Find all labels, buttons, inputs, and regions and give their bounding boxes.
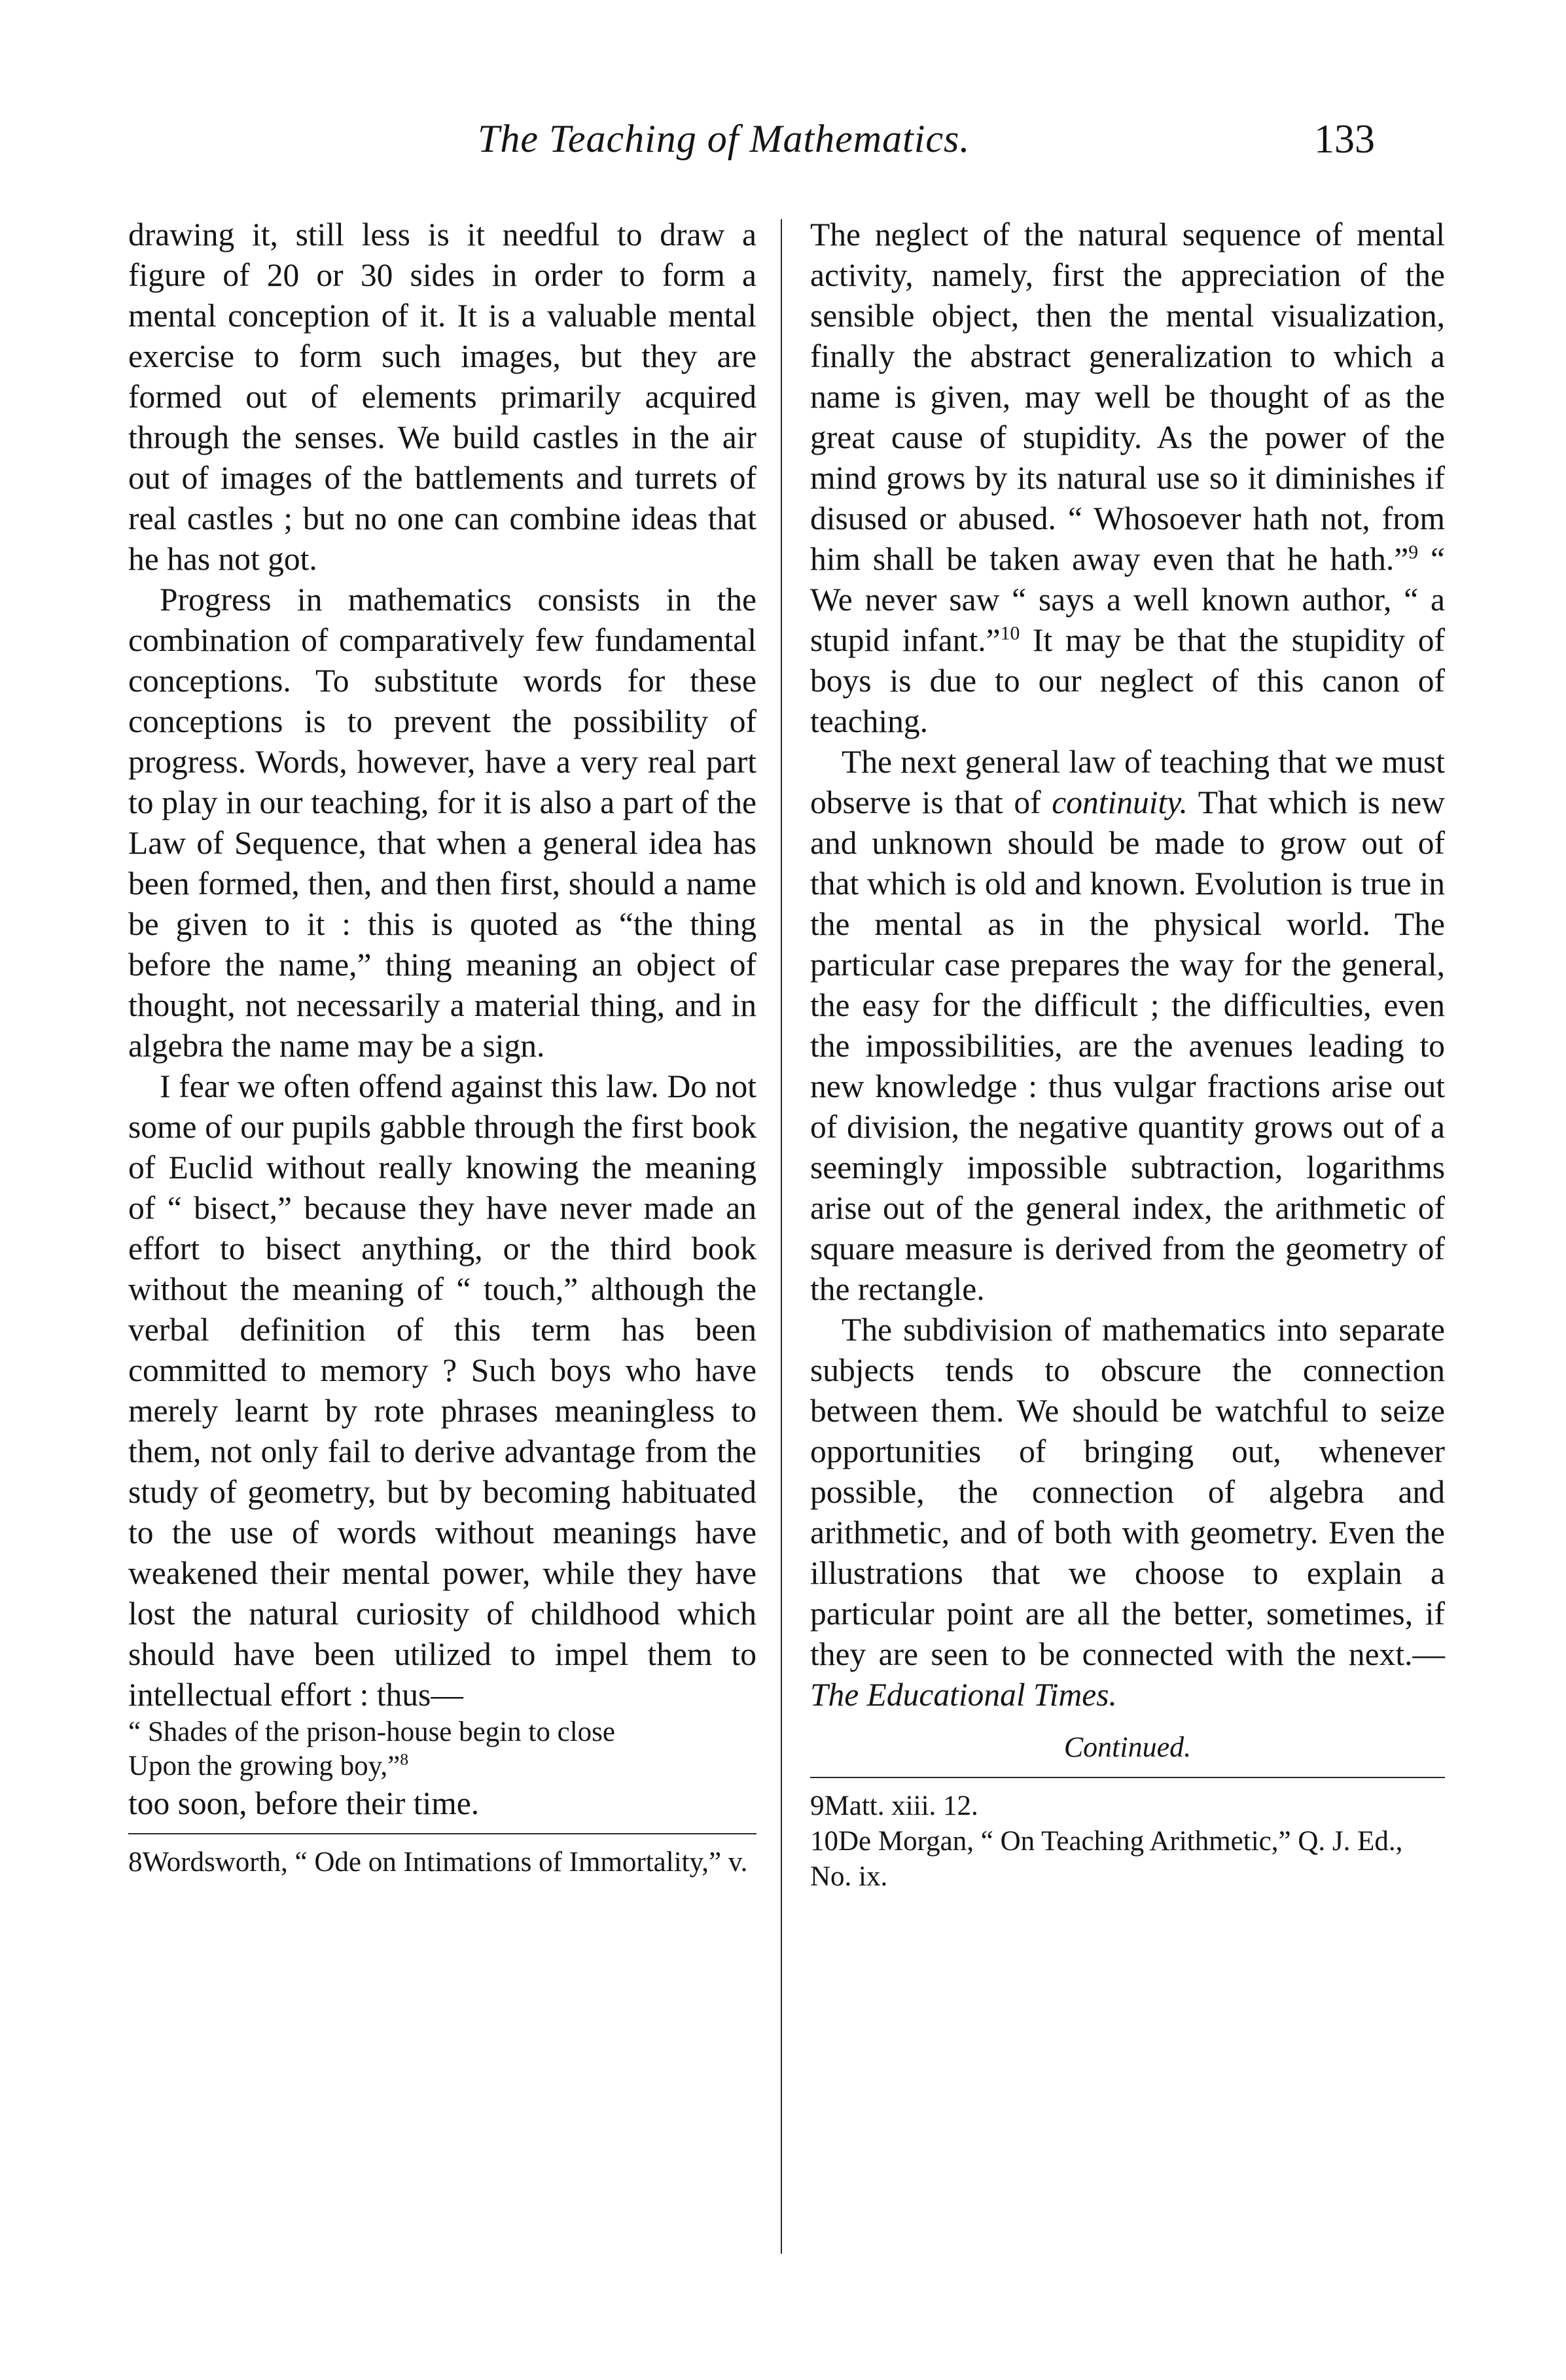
footnote-8: 8Wordsworth, “ Ode on Intimations of Immortality,” v. xyxy=(128,1847,748,1878)
right-paragraph-3 xyxy=(810,1310,1445,1715)
right-paragraph-1-end: It may be that the stupidity of boys is due to our neglect of this canon of teaching. xyxy=(810,622,1446,739)
right-column xyxy=(810,215,1445,1895)
source-citation: The Educational Times. xyxy=(810,1677,1117,1713)
left-paragraph-1: drawing it, still less is it needful to draw a figure of 20 or 30 sides in order to form a mental conception of it. It is a valuable mental exercise to form such images, but they are formed out of elements primarily acquired through the senses. We build castles in the air out of images of the battlements and turrets of real castles ; but no one can combine ideas that he has not got. xyxy=(128,217,756,577)
footnote-ref-9: 9 xyxy=(1408,542,1419,563)
right-paragraph-2-start: The next general law of teaching that we must observe is that of xyxy=(810,744,1445,820)
right-paragraph-2 xyxy=(810,742,1445,1310)
right-paragraph-1-text: The neglect of the natural sequence of mental activity, namely, first the appreciation of the sensible object, then the mental visualization, finally the abstract generalization to which a name is given, may well be thought of as the great cause of stupidity. As the power of the mind grows by its natural use so it diminishes if disused or abused. “ Whosoever hath not, from him shall be taken away even that he hath.” xyxy=(810,217,1445,577)
footnote-divider-left xyxy=(128,1833,756,1834)
right-paragraph-3-text: The subdivision of mathematics into separate subjects tends to obscure the connection between them. We should be watchful to seize opportunities of bringing out, whenever possible, the connection of algebra and arithmetic, and of both with geometry. Even the illustrations that we choose to explain a particular point are all the better, sometimes, if they are seen to be connected with the next.— xyxy=(810,1312,1445,1672)
footnote-ref-10: 10 xyxy=(1000,623,1020,644)
column-divider xyxy=(781,219,782,2254)
right-paragraph-1-cont: “ We never saw “ says a well known author, “ a stupid infant.” xyxy=(810,541,1445,658)
footnote-divider-right xyxy=(810,1777,1445,1778)
continuity-term: continuity. xyxy=(1052,784,1188,820)
continued-note: Continued. xyxy=(1063,1731,1192,1763)
left-paragraph-3: I fear we often offend against this law. Do not some of our pupils gabble through the first book of Euclid without really knowing the meaning of “ bisect,” because they have never made an effort to bisect anything, or the third book without the meaning of “ touch,” although the verbal definition of this term has been committed to memory ? Such boys who have merely learnt by rote phrases meaningless to them, not only fail to derive advantage from the study of geometry, but by becoming habituated to the use of words without meanings have weakened their mental power, while they have lost the natural curiosity of childhood which should have been utilized to impel them to intellectual effort : thus— xyxy=(128,1068,756,1713)
footnote-10: 10De Morgan, “ On Teaching Arithmetic,” Q. J. Ed., No. ix. xyxy=(810,1826,1403,1892)
footnote-ref-8: 8 xyxy=(400,1749,409,1769)
running-title: The Teaching of Mathematics. xyxy=(478,117,970,160)
right-paragraph-2-rest: That which is new and unknown should be made to grow out of that which is old and known. Evolution is true in the mental as in the physical world. The particular case prepares the way for the general, the easy for the difficult ; the difficulties, even the impossibilities, are the avenues leading to new knowledge : thus vulgar fractions arise out of division, the negative quantity grows out of a seemingly impossible subtraction, logarithms arise out of the general index, the arithmetic of square measure is derived from the geometry of the rectangle. xyxy=(810,784,1445,1307)
page-number: 133 xyxy=(1314,117,1375,162)
page-header xyxy=(0,116,1566,175)
left-paragraph-2: Progress in mathematics consists in the combination of comparatively few fundamental conceptions. To substitute words for these conceptions is to prevent the possibility of progress. Words, however, have a very real part to play in our teaching, for it is also a part of the Law of Sequence, that when a general idea has been formed, then, and then first, should a name be given to it : this is quoted as “the thing before the name,” thing meaning an object of thought, not necessarily a material thing, and in algebra the name may be a sign. xyxy=(128,582,756,1064)
quote-line-2-text: Upon the growing boy,” xyxy=(128,1751,400,1781)
quote-line-1: “ Shades of the prison-house begin to close xyxy=(128,1717,615,1747)
left-column xyxy=(128,215,756,1880)
poem-quotation xyxy=(128,1715,756,1824)
quote-line-2 xyxy=(128,1749,756,1783)
quote-line-3: too soon, before their time. xyxy=(128,1785,480,1821)
footnote-9: 9Matt. xiii. 12. xyxy=(810,1791,978,1821)
right-paragraph-1 xyxy=(810,215,1445,742)
